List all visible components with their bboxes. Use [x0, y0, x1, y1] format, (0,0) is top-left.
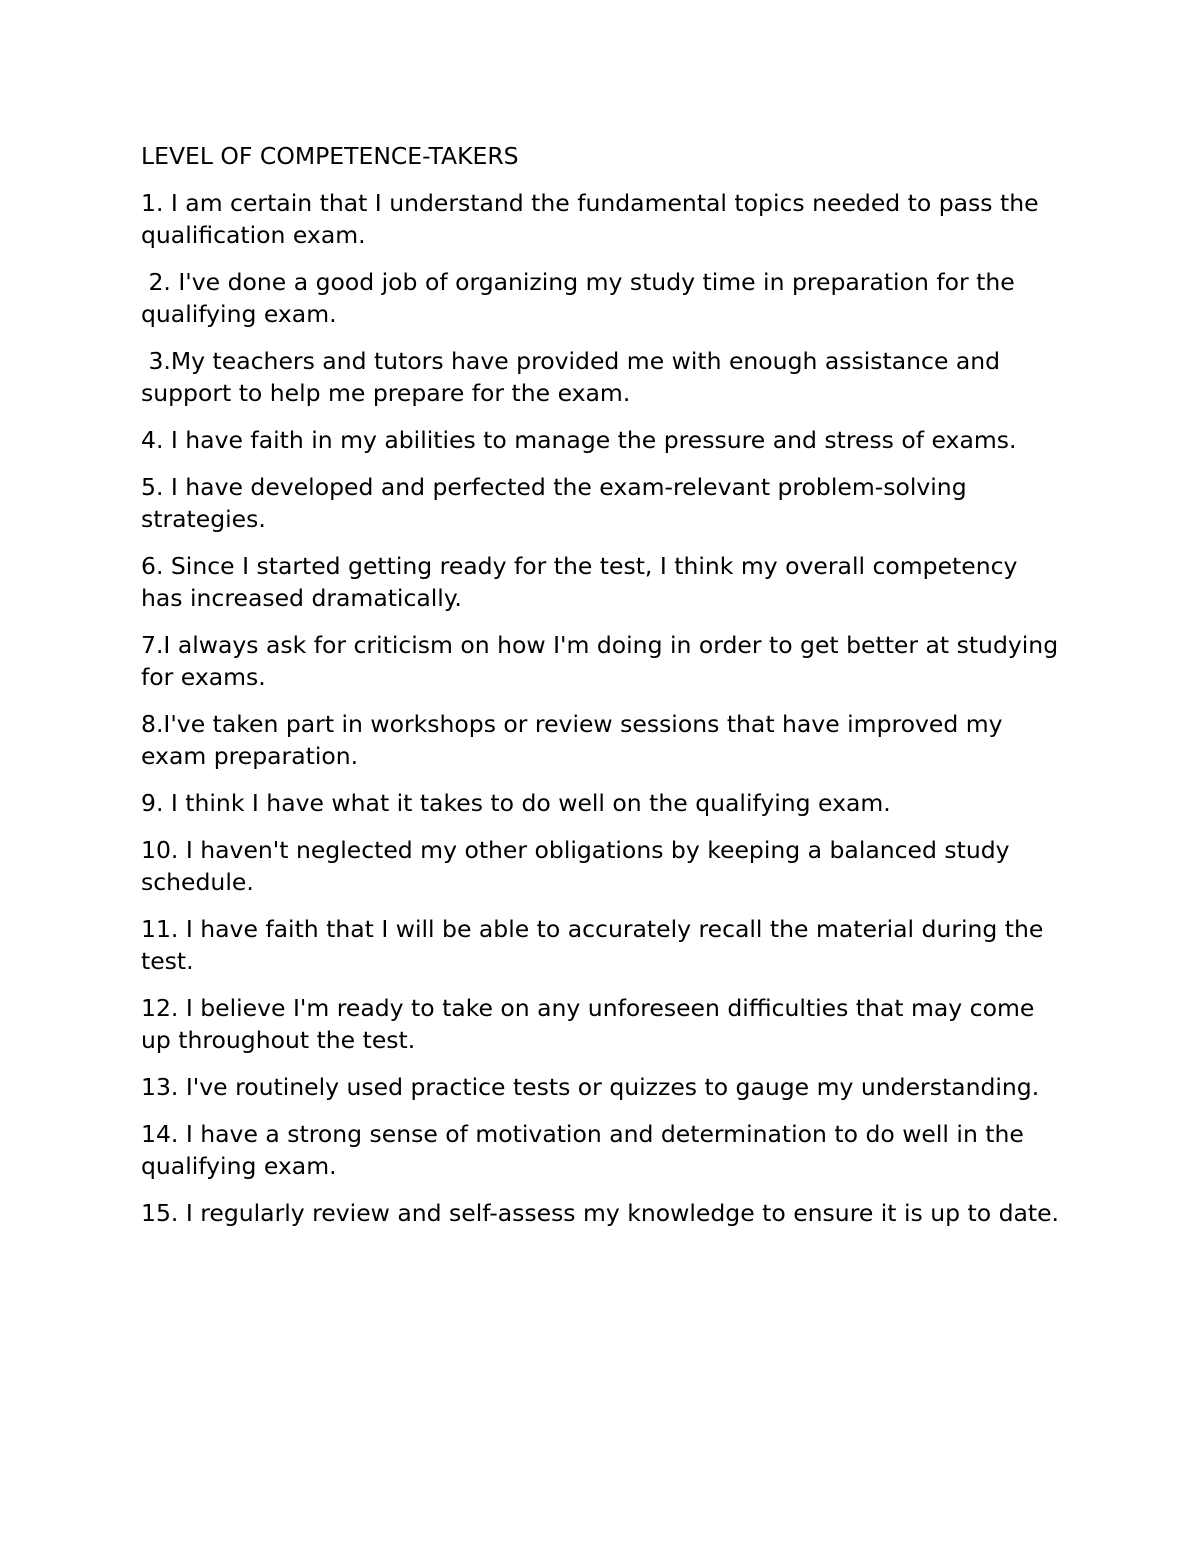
statement-item-14: 14. I have a strong sense of motivation and determination to do well in the qualifying exam. — [141, 1120, 1032, 1180]
statement-item-8: 8.I've taken part in workshops or review sessions that have improved my exam preparation. — [141, 710, 1011, 770]
statement-item-4: 4. I have faith in my abilities to manage the pressure and stress of exams. — [141, 426, 1017, 454]
document-body — [141, 140, 1066, 1244]
document-title: LEVEL OF COMPETENCE-TAKERS — [141, 142, 519, 170]
statement-item-12: 12. I believe I'm ready to take on any unforeseen difficulties that may come up throughout the test. — [141, 994, 1042, 1054]
statement-item-11: 11. I have faith that I will be able to accurately recall the material during the test. — [141, 915, 1051, 975]
statement-item-1: 1. I am certain that I understand the fundamental topics needed to pass the qualification exam. — [141, 189, 1047, 249]
statement-item-2: 2. I've done a good job of organizing my study time in preparation for the qualifying exam. — [141, 268, 1023, 328]
statement-item-5: 5. I have developed and perfected the exam-relevant problem-solving strategies. — [141, 473, 975, 533]
statement-item-10: 10. I haven't neglected my other obligations by keeping a balanced study schedule. — [141, 836, 1018, 896]
statement-item-6: 6. Since I started getting ready for the test, I think my overall competency has increased dramatically. — [141, 552, 1025, 612]
statement-item-13: 13. I've routinely used practice tests or quizzes to gauge my understanding. — [141, 1073, 1040, 1101]
statement-item-7: 7.I always ask for criticism on how I'm doing in order to get better at studying for exams. — [141, 631, 1066, 691]
statement-item-9: 9. I think I have what it takes to do well on the qualifying exam. — [141, 789, 891, 817]
statement-item-3: 3.My teachers and tutors have provided me with enough assistance and support to help me prepare for the exam. — [141, 347, 1008, 407]
statement-item-15: 15. I regularly review and self-assess my knowledge to ensure it is up to date. — [141, 1199, 1060, 1227]
